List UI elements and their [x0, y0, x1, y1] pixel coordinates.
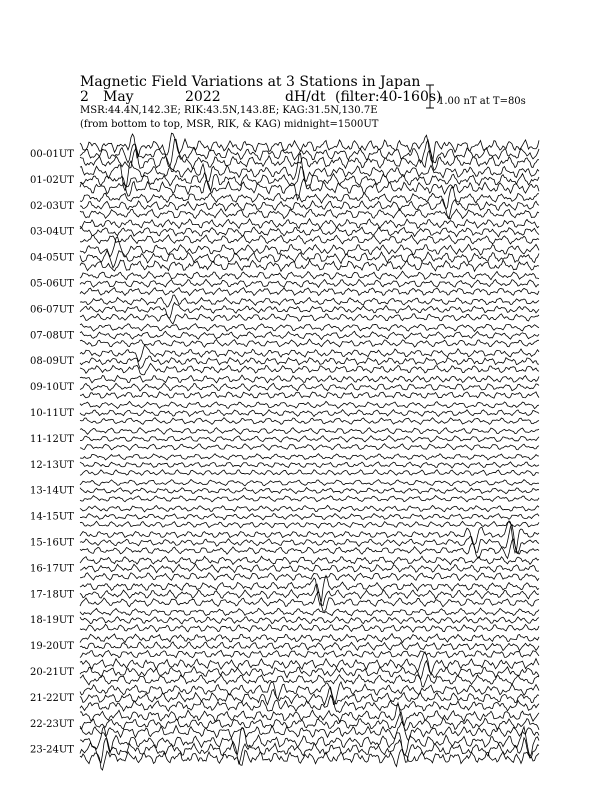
- trace-kag: [80, 556, 539, 564]
- hour-label: 04-05UT: [30, 252, 74, 264]
- hour-label: 06-07UT: [30, 304, 74, 316]
- trace-msr: [80, 363, 539, 374]
- trace-kag: [80, 634, 539, 643]
- hour-label: 17-18UT: [30, 589, 74, 601]
- trace-rik: [80, 410, 539, 417]
- hour-label: 11-12UT: [30, 433, 74, 445]
- hour-label: 09-10UT: [30, 382, 74, 394]
- trace-kag: [80, 375, 539, 383]
- trace-rik: [80, 199, 539, 219]
- stations-line: MSR:44.4N,142.3E; RIK:43.5N,143.8E; KAG:31.5N,130.7E: [80, 105, 378, 116]
- trace-msr: [80, 539, 539, 559]
- trace-rik: [80, 642, 539, 651]
- trace-msr: [80, 495, 539, 501]
- trace-msr: [80, 650, 539, 657]
- trace-rik: [80, 167, 539, 191]
- date-day: 2: [80, 89, 89, 105]
- date-year: 2022: [185, 89, 221, 105]
- trace-rik: [80, 462, 539, 468]
- trace-rik: [80, 617, 539, 624]
- trace-kag: [80, 428, 539, 435]
- trace-msr: [80, 288, 539, 296]
- trace-kag: [80, 295, 539, 307]
- hour-labels: [30, 149, 74, 756]
- date-month: May: [103, 89, 134, 105]
- trace-msr: [80, 235, 539, 244]
- hour-label: 05-06UT: [30, 278, 74, 290]
- hour-label: 18-19UT: [30, 615, 74, 627]
- trace-msr: [80, 573, 539, 581]
- filter-label: (filter:40-160s): [335, 89, 442, 105]
- hour-label: 21-22UT: [30, 692, 74, 704]
- scale-label: 1.00 nT at T=80s: [438, 96, 526, 107]
- trace-rik: [80, 383, 539, 391]
- trace-rik: [80, 525, 539, 554]
- trace-msr: [80, 209, 539, 219]
- hour-label: 02-03UT: [30, 200, 74, 212]
- hour-label: 10-11UT: [30, 408, 74, 419]
- trace-rik: [80, 738, 539, 765]
- trace-msr: [80, 339, 539, 347]
- hour-label: 12-13UT: [30, 459, 74, 471]
- hour-label: 00-01UT: [30, 149, 74, 160]
- trace-msr: [80, 470, 539, 476]
- hour-label: 23-24UT: [30, 744, 74, 756]
- hour-label: 15-16UT: [30, 537, 74, 549]
- trace-msr: [80, 695, 539, 712]
- hour-label: 16-17UT: [30, 563, 74, 575]
- chart-title: Magnetic Field Variations at 3 Stations in Japan: [80, 74, 421, 90]
- quantity-label: dH/dt: [285, 89, 326, 105]
- hour-label: 14-15UT: [30, 511, 74, 523]
- hour-label: 20-21UT: [30, 667, 74, 678]
- trace-rik: [80, 564, 539, 573]
- hour-label: 19-20UT: [30, 641, 74, 653]
- trace-msr: [80, 624, 539, 632]
- trace-rik: [80, 279, 539, 287]
- hour-label: 22-23UT: [30, 718, 74, 730]
- trace-rik: [80, 331, 539, 339]
- trace-msr: [80, 392, 539, 399]
- trace-msr: [80, 314, 539, 324]
- order-note: (from bottom to top, MSR, RIK, & KAG) midnight=1500UT: [80, 119, 379, 130]
- trace-kag: [80, 401, 539, 408]
- trace-msr: [80, 418, 539, 425]
- trace-rik: [80, 488, 539, 494]
- trace-kag: [80, 479, 539, 485]
- trace-kag: [80, 271, 539, 279]
- trace-msr: [80, 444, 539, 451]
- trace-kag: [80, 219, 539, 229]
- trace-rik: [80, 139, 539, 166]
- hour-label: 13-14UT: [30, 485, 74, 497]
- trace-kag: [80, 454, 539, 460]
- trace-rik: [80, 514, 539, 520]
- trace-kag: [80, 187, 539, 209]
- trace-kag: [80, 505, 539, 511]
- hour-label: 08-09UT: [30, 356, 74, 368]
- trace-rik: [80, 687, 539, 705]
- trace-rik: [80, 227, 539, 237]
- trace-area: [80, 133, 539, 770]
- trace-kag: [80, 608, 539, 616]
- trace-rik: [80, 303, 539, 318]
- trace-kag: [80, 133, 539, 162]
- hour-label: 03-04UT: [30, 226, 74, 238]
- trace-rik: [80, 661, 539, 680]
- trace-kag: [80, 324, 539, 332]
- hour-label: 01-02UT: [30, 174, 74, 186]
- trace-kag: [80, 345, 539, 362]
- trace-msr: [80, 521, 539, 528]
- hour-label: 07-08UT: [30, 330, 74, 342]
- trace-rik: [80, 436, 539, 443]
